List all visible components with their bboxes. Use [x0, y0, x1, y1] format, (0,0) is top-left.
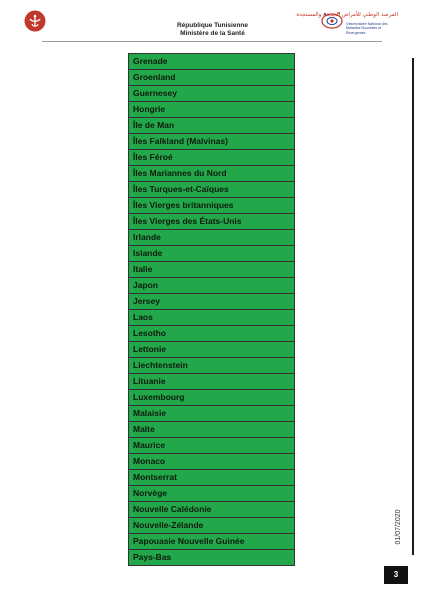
table-row	[129, 358, 294, 374]
country-name: Norvège	[133, 488, 168, 498]
table-row	[129, 150, 294, 166]
country-name: Malte	[133, 424, 155, 434]
country-name: Grenade	[133, 56, 168, 66]
table-row	[129, 486, 294, 502]
table-row	[129, 182, 294, 198]
country-name: Îles Falkland (Malvinas)	[133, 136, 228, 146]
country-name: Islande	[133, 248, 163, 258]
table-row	[129, 214, 294, 230]
country-name: Luxembourg	[133, 392, 185, 402]
table-row	[129, 310, 294, 326]
country-name: Lesotho	[133, 328, 167, 338]
country-name: Nouvelle-Zélande	[133, 520, 204, 530]
country-name: Hongrie	[133, 104, 166, 114]
country-name: Lettonie	[133, 344, 167, 354]
table-row	[129, 374, 294, 390]
table-row	[129, 230, 294, 246]
country-name: Îles Vierges des États-Unis	[133, 216, 242, 226]
table-row	[129, 406, 294, 422]
country-name: Malaisie	[133, 408, 167, 418]
table-row	[129, 518, 294, 534]
country-name: Lituanie	[133, 376, 166, 386]
document-header	[150, 22, 275, 38]
table-row	[129, 134, 294, 150]
country-name: Pays-Bas	[133, 552, 172, 562]
table-row	[129, 534, 294, 550]
header-ministry: Ministère de la Santé	[180, 30, 245, 37]
country-name: Italie	[133, 264, 153, 274]
table-row	[129, 102, 294, 118]
observatory-logo	[296, 8, 400, 36]
table-row	[129, 278, 294, 294]
table-row	[129, 422, 294, 438]
country-table	[128, 53, 295, 566]
country-name: Îles Vierges britanniques	[133, 200, 234, 210]
country-name: Île de Man	[133, 120, 175, 130]
table-row	[129, 246, 294, 262]
ministry-emblem-icon	[24, 10, 46, 32]
table-row	[129, 470, 294, 486]
country-name: Laos	[133, 312, 153, 322]
country-name: Îles Féroé	[133, 152, 173, 162]
page-number: 3	[384, 566, 408, 584]
country-name: Jersey	[133, 296, 160, 306]
table-row	[129, 198, 294, 214]
header-country: République Tunisienne	[176, 22, 249, 29]
table-row	[129, 166, 294, 182]
observatory-name-ar: المرصد الوطني للأمراض الجديدة والمستجدة	[296, 12, 398, 18]
table-row	[129, 454, 294, 470]
country-name: Nouvelle Calédonie	[133, 504, 212, 514]
country-name: Montserrat	[133, 472, 177, 482]
country-name: Monaco	[133, 456, 166, 466]
table-row	[129, 342, 294, 358]
table-row	[129, 86, 294, 102]
country-name: Groenland	[133, 72, 176, 82]
country-name: Irlande	[133, 232, 161, 242]
table-row	[129, 294, 294, 310]
country-name: Papouasie Nouvelle Guinée	[133, 536, 245, 546]
table-row	[129, 502, 294, 518]
header-divider	[42, 41, 382, 42]
observatory-name-fr: Observatoire National des Maladies Nouvelles et Émergentes	[346, 22, 388, 35]
document-date: 01/07/2020	[395, 509, 402, 545]
country-name: Liechtenstein	[133, 360, 188, 370]
table-row	[129, 326, 294, 342]
country-name: Îles Turques-et-Caïques	[133, 184, 229, 194]
country-name: Îles Mariannes du Nord	[133, 168, 227, 178]
table-row	[129, 438, 294, 454]
table-row	[129, 70, 294, 86]
table-row	[129, 118, 294, 134]
ministry-logo	[24, 10, 46, 32]
country-name: Japon	[133, 280, 159, 290]
table-row	[129, 550, 294, 565]
table-row	[129, 390, 294, 406]
country-name: Maurice	[133, 440, 166, 450]
table-row	[129, 262, 294, 278]
table-row	[129, 54, 294, 70]
margin-rule	[412, 58, 414, 555]
country-name: Guernesey	[133, 88, 177, 98]
